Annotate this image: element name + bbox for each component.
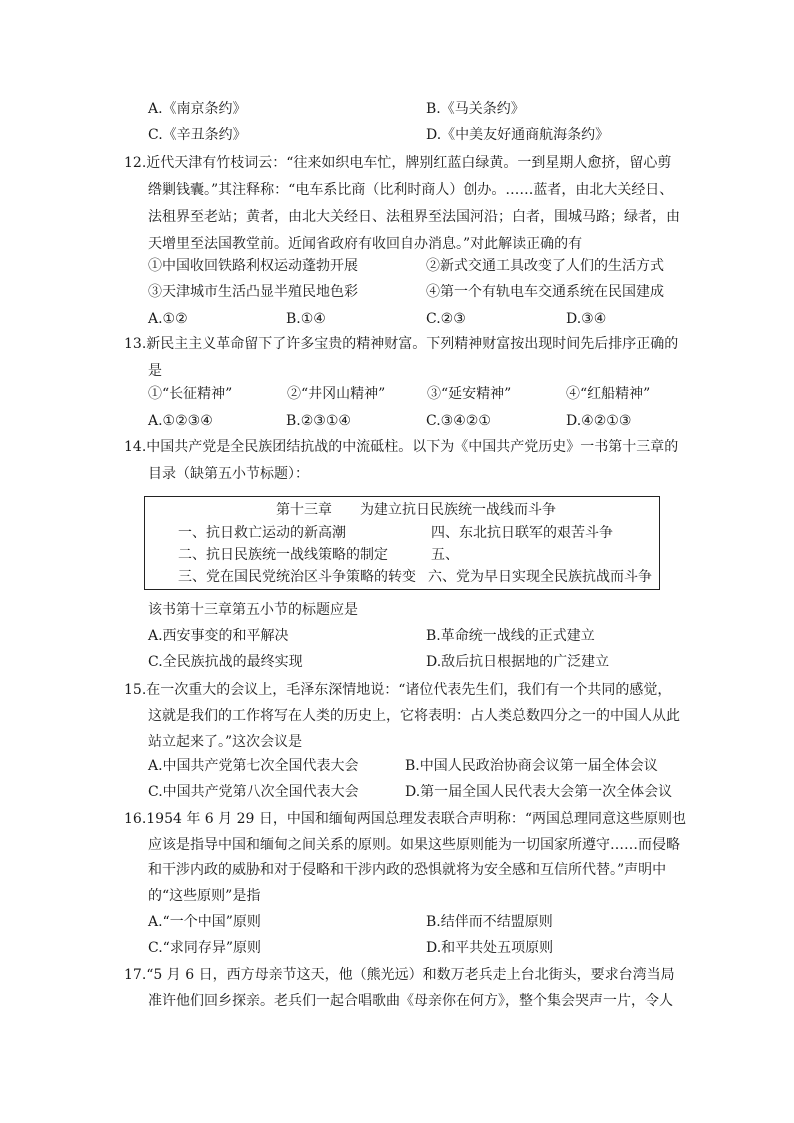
- q15-option-c: C.中国共产党第八次全国代表大会: [148, 784, 359, 800]
- q12-item-3: ③天津城市生活凸显半殖民地色彩: [148, 284, 358, 300]
- q13-option-c: C.③④②①: [426, 413, 491, 429]
- q16-stem-line-3: 和干涉内政的威胁和对于侵略和干涉内政的恐惧就将为安全感和互信所代替。”声明中: [148, 862, 667, 878]
- q14-option-b: B.革命统一战线的正式建立: [426, 628, 595, 644]
- q16-stem-line-2: 应该是指导中国和缅甸之间关系的原则。如果这些原则能为一切国家所遵守……而侵略: [148, 837, 680, 853]
- q16-option-b: B.结伴而不结盟原则: [426, 914, 553, 930]
- q13-stem-line-1: 13.新民主主义革命留下了许多宝贵的精神财富。下列精神财富按出现时间先后排序正确的: [124, 336, 679, 352]
- q12-stem-line-2: 绺剿钱囊。”其注释称：“电车系比商（比利时商人）创办。……蓝者，由北大关经日、: [148, 182, 674, 198]
- q16-option-a: A.“一个中国”原则: [148, 914, 261, 930]
- q13-option-d: D.④②①③: [566, 413, 632, 429]
- q13-option-b: B.②③①④: [286, 413, 351, 429]
- q16-option-c: C.“求同存异”原则: [148, 940, 261, 956]
- q12-option-a: A.①②: [148, 311, 188, 327]
- q11-option-c: C.《辛丑条约》: [148, 127, 247, 143]
- q16-option-d: D.和平共处五项原则: [426, 940, 554, 956]
- q14-option-c: C.全民族抗战的最终实现: [148, 654, 303, 670]
- q13-item-2: ②“井冈山精神”: [287, 386, 386, 402]
- q17-stem-line-1: 17.“5 月 6 日，西方母亲节这天，他（熊光远）和数万老兵走上台北街头，要求台湾当局: [124, 967, 675, 983]
- q14-box-section-2: 二、抗日民族统一战线策略的制定: [178, 547, 388, 563]
- q14-box-section-6: 六、党为早日实现全民族抗战而斗争: [428, 569, 652, 585]
- q11-option-a: A.《南京条约》: [148, 101, 247, 117]
- q13-item-3: ③“延安精神”: [427, 386, 512, 402]
- q12-stem-line-4: 天增里至法国教堂前。近闻省政府有收回自办消息。”对此解读正确的有: [148, 236, 583, 252]
- q12-option-d: D.③④: [566, 311, 607, 327]
- q11-option-d: D.《中美友好通商航海条约》: [426, 127, 610, 143]
- q14-box-section-1: 一、抗日救亡运动的新高潮: [178, 525, 346, 541]
- q14-box-section-5: 五、: [431, 547, 459, 563]
- q16-stem-line-1: 16.1954 年 6 月 29 日，中国和缅甸两国总理发表联合声明称：“两国总理同意这些原则也: [124, 811, 687, 827]
- q14-box-section-4: 四、东北抗日联军的艰苦斗争: [431, 525, 613, 541]
- q12-option-c: C.②③: [426, 311, 466, 327]
- q14-box-title: 第十三章 为建立抗日民族统一战线而斗争: [276, 502, 556, 518]
- q14-stem-line-1: 14.中国共产党是全民族团结抗战的中流砥柱。以下为《中国共产党历史》一书第十三章的: [124, 439, 679, 455]
- q15-option-b: B.中国人民政治协商会议第一届全体会议: [405, 758, 658, 774]
- q15-stem-line-3: 站立起来了。”这次会议是: [148, 734, 303, 750]
- q13-item-4: ④“红船精神”: [566, 386, 651, 402]
- q14-stem-line-2: 目录（缺第五小节标题）：: [148, 466, 309, 482]
- q15-stem-line-1: 15.在一次重大的会议上，毛泽东深情地说：“诸位代表先生们，我们有一个共同的感觉，: [124, 682, 672, 698]
- q13-option-a: A.①②③④: [148, 413, 213, 429]
- q12-stem-line-1: 12.近代天津有竹枝词云：“往来如织电车忙，牌别红蓝白绿黄。一到星期人愈挤，留心剪: [124, 155, 672, 171]
- q13-stem-line-2: 是: [148, 363, 162, 379]
- q12-stem-line-3: 法租界至老站；黄者，由北大关经日、法租界至法国河沿；白者，围城马路；绿者，由: [148, 209, 680, 225]
- q12-option-b: B.①④: [286, 311, 326, 327]
- q17-stem-line-2: 准许他们回乡探亲。老兵们一起合唱歌曲《母亲你在何方》，整个集会哭声一片，令人: [148, 993, 673, 1009]
- q14-prompt: 该书第十三章第五小节的标题应是: [148, 602, 358, 618]
- q14-option-d: D.敌后抗日根据地的广泛建立: [426, 654, 610, 670]
- q15-option-d: D.第一届全国人民代表大会第一次全体会议: [405, 784, 673, 800]
- q15-option-a: A.中国共产党第七次全国代表大会: [148, 758, 359, 774]
- q12-item-4: ④第一个有轨电车交通系统在民国建成: [426, 284, 664, 300]
- q15-stem-line-2: 这就是我们的工作将写在人类的历史上，它将表明：占人类总数四分之一的中国人从此: [148, 708, 680, 724]
- q14-box-section-3: 三、党在国民党统治区斗争策略的转变: [178, 569, 416, 585]
- q14-option-a: A.西安事变的和平解决: [148, 628, 289, 644]
- q12-item-2: ②新式交通工具改变了人们的生活方式: [426, 258, 664, 274]
- q12-item-1: ①中国收回铁路利权运动蓬勃开展: [148, 258, 358, 274]
- q13-item-1: ①“长征精神”: [148, 386, 233, 402]
- q11-option-b: B.《马关条约》: [426, 101, 525, 117]
- q16-stem-line-4: 的“这些原则”是指: [148, 888, 261, 904]
